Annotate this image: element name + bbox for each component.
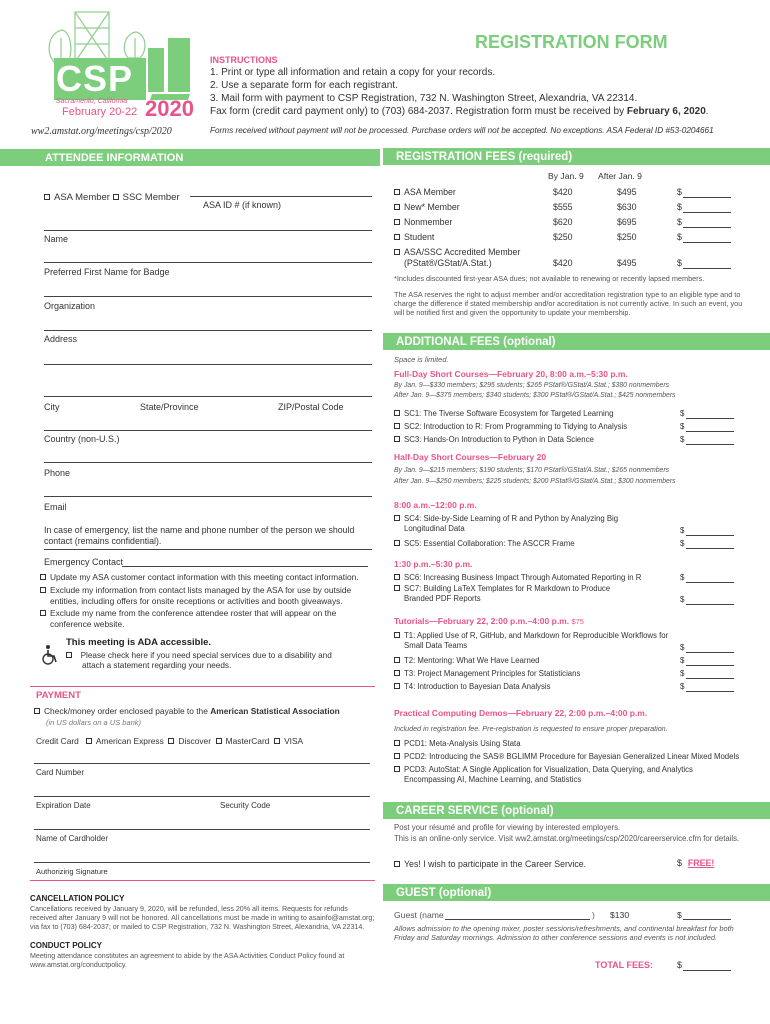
sc2-option[interactable] [394, 422, 627, 432]
mastercard-label: MasterCard [225, 736, 270, 746]
cardholder-label: Name of Cardholder [36, 834, 109, 843]
course-label: SC1: The Tiverse Software Ecosystem for Targeted Learning [404, 409, 614, 418]
preferred-name-line[interactable] [44, 262, 372, 263]
course-label: SC4: Side-by-Side Learning of R and Python by Analyzing Big Longitudinal Data [404, 514, 619, 533]
course-blank-line[interactable] [686, 691, 734, 692]
amex-checkbox[interactable] [86, 738, 92, 744]
fee-by: $420 [553, 258, 573, 268]
full-day-title: Full-Day Short Courses—February 20, 8:00 a.m.–5:30 p.m. [394, 369, 628, 379]
address-label: Address [44, 334, 78, 344]
pcd1-option[interactable] [394, 739, 521, 749]
fee-label: Nonmember [404, 217, 453, 227]
guest-label: Guest (name [394, 910, 444, 920]
cancel-title: CANCELLATION POLICY [30, 894, 125, 903]
course-label: SC6: Increasing Business Impact Through Automated Reporting in R [404, 573, 642, 582]
demo-checkbox[interactable] [394, 753, 400, 759]
update-contact-label: Update my ASA customer contact information with this meeting contact information. [50, 572, 359, 582]
half-day-price-2: After Jan. 9—$250 members; $225 students; $200 PStat®/GStat/A.Stat.; $300 nonmembers [394, 478, 676, 485]
course-blank[interactable]: $ [680, 539, 685, 548]
state-label: State/Province [140, 402, 199, 412]
tutorials-title: Tutorials—February 22, 2:00 p.m.–4:00 p.m. [394, 616, 570, 626]
exclude-lists-checkbox[interactable] [40, 587, 46, 593]
fee-blank-line[interactable] [683, 197, 731, 198]
course-label: T2: Mentoring: What We Have Learned [404, 656, 540, 665]
emergency-contact-label: Emergency Contact [44, 557, 124, 567]
tutorials-title-row [394, 616, 584, 627]
fee-checkbox[interactable] [394, 189, 400, 195]
update-contact-checkbox[interactable] [40, 574, 46, 580]
course-checkbox[interactable] [394, 410, 400, 416]
conduct-title: CONDUCT POLICY [30, 941, 102, 950]
payment-heading: PAYMENT [36, 690, 81, 701]
zip-label: ZIP/Postal Code [278, 402, 344, 412]
fee-by: $620 [553, 217, 573, 227]
course-blank-line[interactable] [686, 444, 734, 445]
asa-id-label: ASA ID # (if known) [203, 200, 282, 210]
career-checkbox[interactable] [394, 861, 400, 867]
fee-blank[interactable]: $ [677, 217, 682, 227]
amex-label: American Express [95, 736, 164, 746]
visa-checkbox[interactable] [274, 738, 280, 744]
phone-line-1[interactable] [44, 462, 372, 463]
career-service-bar [383, 802, 770, 819]
discover-checkbox[interactable] [168, 738, 174, 744]
fees-footnote: *Includes discounted first-year ASA dues; not available to renewing or recently lapsed members. [394, 274, 705, 283]
course-checkbox[interactable] [394, 423, 400, 429]
fee-after: $495 [617, 258, 637, 268]
half-day-title: Half-Day Short Courses—February 20 [394, 452, 547, 462]
col-by-jan: By Jan. 9 [548, 171, 584, 181]
credit-card-row [36, 736, 303, 747]
instructions-title: INSTRUCTIONS [210, 55, 278, 65]
logo-text: CSP [56, 58, 134, 99]
course-label: T4: Introduction to Bayesian Data Analysis [404, 682, 551, 691]
expiration-label: Expiration Date [36, 801, 91, 810]
signature-line[interactable] [34, 862, 370, 863]
course-blank-line[interactable] [686, 582, 734, 583]
fees-reserve-note: The ASA reserves the right to adjust member and/or accreditation registration type to an eligible type and to charge the difference if stated membership and/or accreditation is not currently active. In such an event, you will be notified first and given the opportunity to update your membership. [394, 290, 743, 318]
fee-checkbox[interactable] [394, 219, 400, 225]
guest-blank-line[interactable] [683, 919, 731, 920]
additional-heading: ADDITIONAL FEES [396, 336, 500, 348]
fee-blank-line[interactable] [683, 227, 731, 228]
check-payee: American Statistical Association [210, 706, 340, 716]
course-blank-line[interactable] [686, 678, 734, 679]
course-blank[interactable]: $ [680, 643, 685, 652]
career-heading: CAREER SERVICE [396, 805, 499, 817]
additional-fees-bar [383, 333, 770, 350]
logo-year: 2020 [145, 96, 194, 121]
fee-by: $555 [553, 202, 573, 212]
preferred-name-label: Preferred First Name for Badge [44, 267, 170, 277]
guest-name-line[interactable] [445, 919, 590, 920]
ada-checkbox[interactable] [66, 652, 72, 658]
course-blank[interactable]: $ [680, 669, 685, 678]
half-day-price-1: By Jan. 9—$215 members; $190 students; $170 PStat®/GStat/A.Stat.; $265 nonmembers [394, 467, 670, 474]
guest-paren: ) [592, 910, 595, 920]
asa-id-line[interactable] [190, 196, 372, 197]
fee-blank[interactable]: $ [677, 187, 682, 197]
full-day-price-2: After Jan. 9—$375 members; $340 students; $300 PStat®/GStat/A.Stat.; $425 nonmembers [394, 392, 676, 399]
asa-member-label: ASA Member [54, 192, 110, 203]
career-text-2: This is an online-only service. Visit ww2.amstat.org/meetings/csp/2020/careerservice.cfm for details. [394, 834, 740, 843]
morning-title: 8:00 a.m.–12:00 p.m. [394, 500, 477, 510]
t2-option[interactable] [394, 656, 540, 666]
fee-after: $495 [617, 187, 637, 197]
course-blank-line[interactable] [686, 548, 734, 549]
demo-label: PCD2: Introducing the SAS® BGLIMM Procedure for Bayesian Generalized Linear Mixed Models [404, 752, 740, 761]
course-checkbox[interactable] [394, 436, 400, 442]
fee-nonmember[interactable] [394, 217, 452, 228]
total-blank-line[interactable] [683, 970, 731, 971]
fee-by: $250 [553, 232, 573, 242]
course-blank-line[interactable] [686, 431, 734, 432]
course-checkbox[interactable] [394, 632, 400, 638]
check-option[interactable] [34, 706, 340, 717]
course-blank[interactable]: $ [680, 526, 685, 535]
career-text-1: Post your résumé and profile for viewing by interested employers. [394, 823, 621, 832]
security-label: Security Code [220, 801, 271, 810]
course-blank[interactable]: $ [680, 409, 685, 418]
t4-option[interactable] [394, 682, 551, 692]
course-blank[interactable]: $ [680, 435, 685, 444]
wheelchair-icon [40, 644, 60, 666]
ada-title: This meeting is ADA accessible. [66, 637, 212, 648]
logo-location: Sacramento, California [56, 98, 128, 105]
guest-note: Allows admission to the opening mixer, poster sessions/refreshments, and continental breakfast for both Friday and Saturday mornings. Admission to other conference sessions and events is not included. [394, 924, 734, 943]
fee-label: ASA Member [404, 187, 456, 197]
additional-heading-note: (optional) [503, 336, 556, 348]
check-note: (in US dollars on a US bank) [46, 718, 142, 727]
mastercard-checkbox[interactable] [216, 738, 222, 744]
address-line-2[interactable] [44, 364, 372, 365]
deadline: February 6, 2020 [626, 106, 706, 117]
course-checkbox[interactable] [394, 540, 400, 546]
organization-label: Organization [44, 301, 96, 311]
space-limited: Space is limited. [394, 355, 449, 364]
emergency-divider [44, 549, 372, 550]
t3-option[interactable] [394, 669, 580, 679]
visa-label: VISA [284, 736, 304, 746]
fee-by: $420 [553, 187, 573, 197]
address-line-3[interactable] [44, 396, 372, 397]
fees-heading-note: (required) [518, 151, 573, 163]
ada-option[interactable] [66, 651, 336, 672]
afternoon-title: 1:30 p.m.–5:30 p.m. [394, 559, 473, 569]
course-checkbox[interactable] [394, 683, 400, 689]
course-blank-line[interactable] [686, 418, 734, 419]
career-price: FREE! [687, 858, 715, 868]
instruction-1: 1. Print or type all information and retain a copy for your records. [210, 67, 496, 78]
ada-text: Please check here if you need special services due to a disability and attach a statement regarding your needs. [80, 651, 332, 671]
attendee-heading: ATTENDEE INFORMATION [45, 152, 184, 164]
phone-label: Phone [44, 468, 71, 478]
check-checkbox[interactable] [34, 708, 40, 714]
name-line[interactable] [44, 230, 372, 231]
fee-label: ASA/SSC Accredited Member [404, 247, 521, 257]
fee-after: $695 [617, 217, 637, 227]
course-checkbox[interactable] [394, 670, 400, 676]
logo-dates: February 20-22 [62, 106, 138, 118]
sc6-option[interactable] [394, 573, 641, 583]
career-option-label: Yes! I wish to participate in the Career Service. [404, 859, 587, 869]
emergency-contact-line[interactable] [122, 566, 368, 567]
course-checkbox[interactable] [394, 574, 400, 580]
signature-label: Authorizing Signature [36, 867, 108, 876]
fees-heading: REGISTRATION FEES [396, 151, 516, 163]
guest-heading: GUEST [396, 887, 436, 899]
exclude-roster-checkbox[interactable] [40, 610, 46, 616]
option-update-contact[interactable] [40, 572, 375, 583]
course-blank-line[interactable] [686, 652, 734, 653]
fee-checkbox[interactable] [394, 204, 400, 210]
meeting-url[interactable]: ww2.amstat.org/meetings/csp/2020 [31, 126, 172, 137]
fee-after: $250 [617, 232, 637, 242]
payment-box-bottom [30, 880, 375, 881]
fee-label: Student [404, 232, 435, 242]
pcd2-option[interactable] [394, 752, 739, 762]
instruction-4: Fax form (credit card payment only) to (703) 684-2037. Registration form must be received by February 6, 2020. [210, 106, 709, 117]
demos-note: Included in registration fee. Pre-registration is requested to ensure proper preparation. [394, 724, 668, 733]
demo-checkbox[interactable] [394, 766, 400, 772]
phone-line-2[interactable] [44, 496, 372, 497]
instruction-2: 2. Use a separate form for each registrant. [210, 80, 398, 91]
course-blank-line[interactable] [686, 665, 734, 666]
course-blank[interactable]: $ [680, 656, 685, 665]
email-label: Email [44, 502, 67, 512]
course-label: T3: Project Management Principles for Statisticians [404, 669, 581, 678]
fee-accredited-sub: (PStat®/GStat/A.Stat.) [404, 258, 492, 268]
tutorials-price: $75 [571, 617, 584, 626]
total-blank[interactable]: $ [677, 960, 683, 970]
check-text: Check/money order enclosed payable to the [44, 706, 208, 716]
discover-label: Discover [178, 736, 211, 746]
sc5-option[interactable] [394, 539, 575, 549]
course-blank[interactable]: $ [680, 682, 685, 691]
course-checkbox[interactable] [394, 585, 400, 591]
sc7-option[interactable] [394, 584, 634, 603]
full-day-price-1: By Jan. 9—$330 members; $295 students; $265 PStat®/GStat/A.Stat.; $380 nonmembers [394, 382, 670, 389]
asa-member-checkbox[interactable] [44, 194, 50, 200]
page-title: REGISTRATION FORM [475, 32, 668, 52]
payment-heading-box [30, 686, 375, 687]
fee-checkbox[interactable] [394, 249, 400, 255]
t1-option[interactable] [394, 631, 684, 650]
demo-label: PCD1: Meta-Analysis Using Stata [404, 739, 521, 748]
course-blank[interactable]: $ [680, 422, 685, 431]
fee-blank[interactable]: $ [677, 202, 682, 212]
guest-price: $130 [610, 910, 630, 920]
demos-title: Practical Computing Demos—February 22, 2:00 p.m.–4:00 p.m. [394, 708, 648, 718]
career-heading-note: (optional) [501, 805, 554, 817]
fee-new-member[interactable] [394, 202, 460, 213]
guest-heading-note: (optional) [438, 887, 492, 899]
exclude-roster-label: Exclude my name from the conference attendee roster that will appear on the conference website. [50, 608, 337, 629]
organization-line[interactable] [44, 296, 372, 297]
career-price-dollar: $ [677, 858, 682, 868]
instruction-4-text: Fax form (credit card payment only) to (703) 684-2037. Registration form must be received by [210, 106, 625, 117]
career-option[interactable] [394, 859, 586, 870]
fee-student[interactable] [394, 232, 434, 243]
career-price-row [677, 858, 714, 869]
fee-blank[interactable]: $ [677, 232, 682, 242]
course-label: SC2: Introduction to R: From Programming to Tidying to Analysis [404, 422, 628, 431]
city-label: City [44, 402, 60, 412]
option-exclude-lists[interactable] [40, 585, 375, 606]
pcd3-option[interactable] [394, 765, 724, 784]
fee-asa-member[interactable] [394, 187, 456, 198]
course-checkbox[interactable] [394, 515, 400, 521]
fee-checkbox[interactable] [394, 234, 400, 240]
sc3-option[interactable] [394, 435, 594, 445]
fee-blank[interactable]: $ [677, 258, 682, 268]
guest-bar [383, 884, 770, 901]
registration-fees-bar [383, 148, 770, 165]
attendee-info-bar [0, 149, 380, 166]
course-blank-line[interactable] [686, 535, 734, 536]
card-number-label: Card Number [36, 768, 85, 777]
ssc-member-label: SSC Member [122, 192, 180, 203]
demo-label: PCD3: AutoStat: A Single Application for Visualization, Data Querying, and Analytics Encompassing AI, Machine Learning, and Statistics [404, 765, 693, 784]
course-label: SC7: Building LaTeX Templates for R Markdown to Produce Branded PDF Reports [404, 584, 611, 603]
credit-card-label: Credit Card [36, 736, 79, 746]
guest-blank[interactable]: $ [677, 910, 682, 920]
course-blank[interactable]: $ [680, 573, 685, 582]
card-number-line[interactable] [34, 763, 370, 764]
total-label: TOTAL FEES: [595, 960, 654, 970]
course-blank-line[interactable] [686, 604, 734, 605]
fee-blank-line[interactable] [683, 242, 731, 243]
fee-blank-line[interactable] [683, 212, 731, 213]
col-after-jan: After Jan. 9 [598, 171, 642, 181]
fee-label: New* Member [404, 202, 460, 212]
country-label: Country (non-U.S.) [44, 434, 120, 444]
conduct-text: Meeting attendance constitutes an agreement to abide by the ASA Activities Conduct Policy found at www.amstat.org/conductpolicy. [30, 952, 345, 969]
cancel-text: Cancellations received by January 9, 2020, will be refunded, less 20% all items. Requests for refunds received after January 9 will not be honored. All cancellations must be made in writing to asainfo@amstat.org; via fax to (703) 684-2037; or mailed to CSP Registration, 732 N. Washington Street, Alexandria, VA 22314. [30, 905, 375, 931]
course-label: T1: Applied Use of R, GitHub, and Markdown for Reproducible Workflows for Small Data Teams [404, 631, 669, 650]
option-exclude-roster[interactable] [40, 608, 375, 629]
ssc-member-checkbox[interactable] [113, 194, 119, 200]
demo-checkbox[interactable] [394, 740, 400, 746]
name-label: Name [44, 234, 69, 244]
exclude-lists-label: Exclude my information from contact lists managed by the ASA for use by outside entities, including offers for onsite receptions or activities and booth giveaways. [50, 585, 352, 606]
course-label: SC5: Essential Collaboration: The ASCCR Frame [404, 539, 575, 548]
course-checkbox[interactable] [394, 657, 400, 663]
sc1-option[interactable] [394, 409, 613, 419]
country-line[interactable] [44, 430, 372, 431]
cardholder-line[interactable] [34, 829, 370, 830]
course-label: SC3: Hands-On Introduction to Python in Data Science [404, 435, 594, 444]
fee-after: $630 [617, 202, 637, 212]
fee-accredited[interactable] [394, 247, 520, 258]
sc4-option[interactable] [394, 514, 644, 533]
fee-blank-line[interactable] [683, 268, 731, 269]
expiration-line[interactable] [34, 796, 370, 797]
address-line-1[interactable] [44, 330, 372, 331]
emergency-note: In case of emergency, list the name and phone number of the person we should contact (remains confidential). [44, 525, 355, 546]
course-blank[interactable]: $ [680, 595, 685, 604]
payment-warning: Forms received without payment will not be processed. Purchase orders will not be accepted. No exceptions. ASA Federal ID #53-0204661 [210, 126, 714, 135]
instruction-3: 3. Mail form with payment to CSP Registration, 732 N. Washington Street, Alexandria, VA 22314. [210, 93, 638, 104]
member-type[interactable] [44, 192, 180, 204]
